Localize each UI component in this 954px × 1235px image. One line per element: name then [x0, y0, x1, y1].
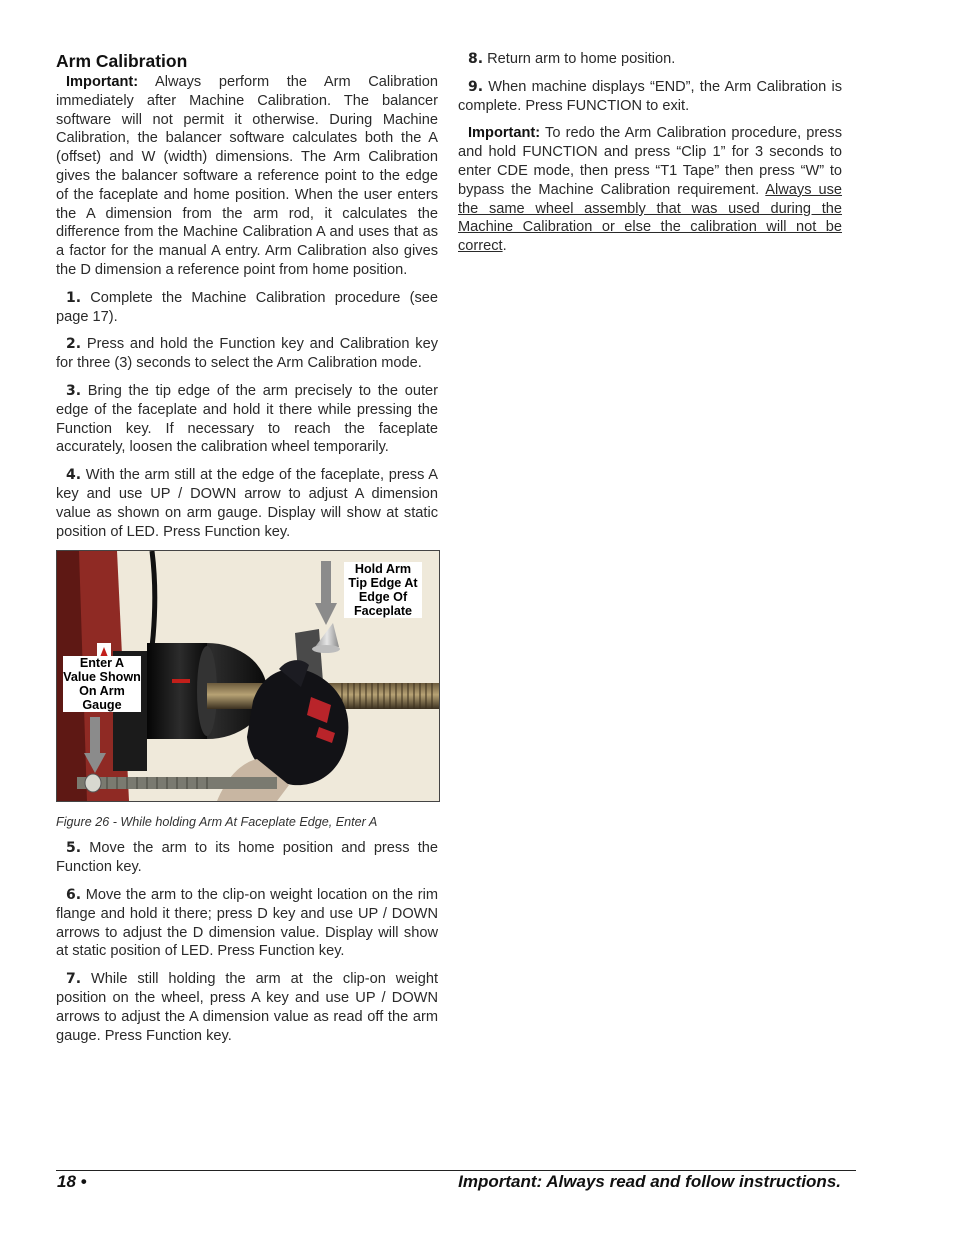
- step-text: Move the arm to the clip-on weight location on the rim flange and hold it there; press D key and use UP / DOWN arrows to adjust the D dimension value. Display will show at static position of LED. Press Function key.: [56, 886, 438, 960]
- figure-caption: Figure 26 - While holding Arm At Faceplate Edge, Enter A: [56, 815, 378, 830]
- step-number: 7.: [66, 971, 82, 988]
- left-column: [56, 50, 438, 1054]
- step-text: Complete the Machine Calibration procedure (see page 17).: [56, 289, 438, 325]
- step-text: Press and hold the Function key and Calibration key for three (3) seconds to select the Arm Calibration mode.: [56, 336, 438, 372]
- step-7: [56, 970, 438, 1045]
- step-2: [56, 335, 438, 373]
- step-text: While still holding the arm at the clip-on weight position on the wheel, press A key and use UP / DOWN arrows to adjust the A dimension value as read off the arm gauge. Press Function key.: [56, 971, 438, 1044]
- step-number: 4.: [66, 467, 82, 484]
- step-text: When machine displays “END”, the Arm Calibration is complete. Press FUNCTION to exit.: [458, 78, 842, 114]
- right-column: [458, 50, 842, 265]
- step-text: Return arm to home position.: [483, 51, 676, 67]
- note-underlined-warning: Always use the same wheel assembly that was used during the Machine Calibration or else the calibration will not be correct: [458, 181, 842, 255]
- step-9: [458, 78, 842, 116]
- figure-26-photo: [56, 550, 440, 802]
- step-8: [458, 50, 842, 69]
- step-text: Move the arm to its home position and press the Function key.: [56, 840, 438, 876]
- step-6: [56, 886, 438, 961]
- callout-hold-arm: Hold Arm Tip Edge At Edge Of Faceplate: [344, 562, 422, 618]
- step-number: 8.: [468, 51, 484, 67]
- footer-notice: Important: Always read and follow instructions.: [458, 1172, 841, 1191]
- step-number: 5.: [66, 840, 82, 857]
- note-text: To redo the Arm Calibration procedure, press and hold FUNCTION and press “Clip 1” for 3 seconds to enter CDE mode, then press “T1 Tape” then press “W” to bypass the Machine Calibration requirement.: [458, 125, 842, 198]
- step-3: [56, 382, 438, 457]
- intro-important-label: Important:: [66, 74, 139, 90]
- step-number: 1.: [66, 289, 82, 306]
- step-1: [56, 289, 438, 327]
- callout-enter-a-value: Enter A Value Shown On Arm Gauge: [63, 656, 141, 713]
- section-title: Arm Calibration: [56, 51, 188, 71]
- intro-text: Always perform the Arm Calibration immediately after Machine Calibration. The balancer software will not permit it otherwise. During Machine Calibration, the balancer software calculates both the A (offset) and W (width) dimensions. The Arm Calibration gives the balancer software a reference point to the edge of the faceplate and home position. When the user enters the A dimension from the arm rod, it calculates the difference from the Machine Calibration A and uses that as a factor for the manual A entry. Arm Calibration also gives the D dimension a reference point from home position.: [56, 74, 438, 278]
- step-5: [56, 839, 438, 877]
- intro-paragraph: [56, 73, 438, 280]
- important-note: [458, 124, 842, 256]
- step-number: 2.: [66, 336, 82, 353]
- step-text: Bring the tip edge of the arm precisely to the outer edge of the faceplate and hold it there while pressing the Function key. If necessary to reach the faceplate accurately, loosen the calibration wheel temporarily.: [56, 382, 438, 456]
- step-number: 9.: [468, 78, 484, 95]
- step-text: With the arm still at the edge of the faceplate, press A key and use UP / DOWN arrow to adjust A dimension value as shown on arm gauge. Display will show at static position of LED. Press Function key.: [56, 467, 438, 540]
- step-4: [56, 466, 438, 541]
- step-number: 6.: [66, 886, 82, 903]
- note-important-label: Important:: [468, 125, 541, 142]
- page-number: 18 •: [57, 1172, 87, 1191]
- footer-divider: [56, 1170, 856, 1171]
- note-end: .: [502, 238, 507, 255]
- step-number: 3.: [66, 382, 82, 399]
